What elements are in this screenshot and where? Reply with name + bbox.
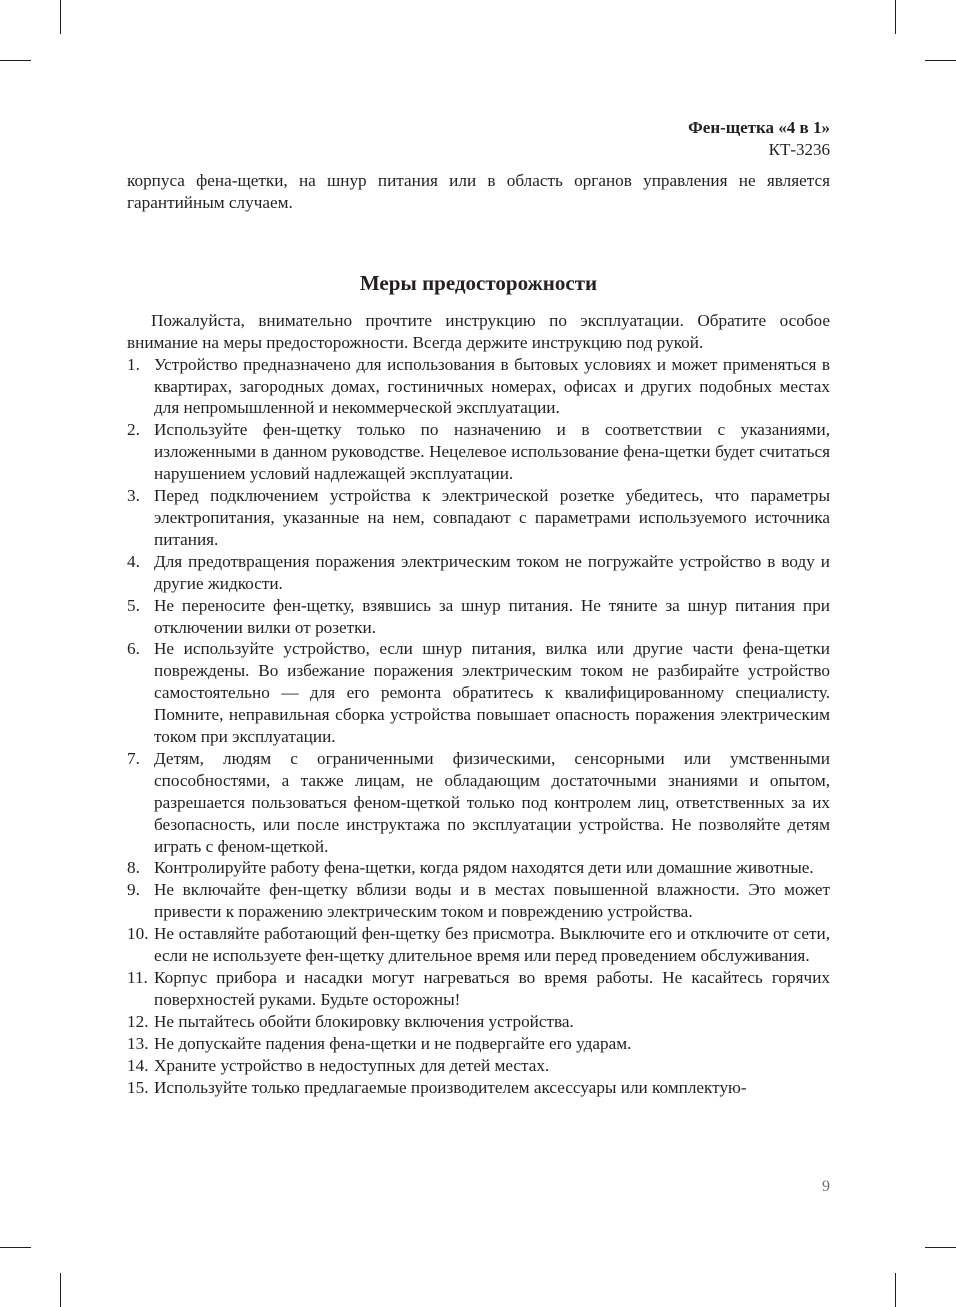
list-item bbox=[127, 1077, 830, 1099]
list-item-number: 12. bbox=[127, 1011, 149, 1031]
list-item-text: Не оставляйте работающий фен-щетку без присмотра. Выключите его и отключите от сети, если не используете фен-щетку длительное время или перед проведением обслуживания. bbox=[154, 924, 830, 966]
crop-mark-right-bottom bbox=[925, 1247, 956, 1248]
list-item bbox=[127, 879, 830, 923]
list-item-number: 5. bbox=[127, 595, 140, 615]
precautions-list bbox=[127, 354, 830, 1099]
crop-mark-left-bottom bbox=[0, 1247, 31, 1248]
list-item-text: Перед подключением устройства к электрической розетке убедитесь, что параметры электропитания, указанные на нем, совпадают с параметрами используемого источника питания. bbox=[154, 486, 830, 549]
crop-mark-left-top bbox=[0, 60, 31, 61]
list-item-text: Детям, людям с ограниченными физическими, сенсорными или умственными способностями, а также лицам, не обладающим достаточными знаниями и опытом, разрешается пользоваться феном-щеткой только под контролем лиц, ответственных за их безопасность, или после инструктажа по эксплуатации устройства. Не позволяйте детям играть с феном-щеткой. bbox=[154, 748, 830, 856]
list-item-text: Храните устройство в недоступных для детей местах. bbox=[154, 1055, 550, 1075]
list-item-number: 8. bbox=[127, 858, 140, 878]
list-item-text: Не допускайте падения фена-щетки и не подвергайте его ударам. bbox=[154, 1033, 632, 1053]
list-item-text: Не переносите фен-щетку, взявшись за шнур питания. Не тяните за шнур питания при отключении вилки от розетки. bbox=[154, 595, 830, 637]
list-item bbox=[127, 485, 830, 551]
list-item bbox=[127, 1055, 830, 1077]
list-item bbox=[127, 354, 830, 420]
list-item-number: 15. bbox=[127, 1077, 149, 1097]
list-item bbox=[127, 967, 830, 1011]
list-item-text: Не включайте фен-щетку вблизи воды и в местах повышенной влажности. Это может привести к поражению электрическим током и повреждению устройства. bbox=[154, 880, 830, 922]
list-item-text: Используйте фен-щетку только по назначению и в соответствии с указаниями, изложенными в данном руководстве. Нецелевое использование фена-щетки будет считаться нарушением условий надлежащей эксплуатации. bbox=[154, 420, 830, 484]
crop-mark-top-left bbox=[60, 0, 61, 34]
list-item-text: Устройство предназначено для использования в бытовых условиях и может применяться в квартирах, загородных домах, гостиничных номерах, офисах и других подобных местах для непромышленной и некоммерческой эксплуатации. bbox=[154, 354, 830, 418]
list-item bbox=[127, 551, 830, 595]
list-item-number: 3. bbox=[127, 486, 140, 506]
list-item-text: Не пытайтесь обойти блокировку включения устройства. bbox=[154, 1011, 574, 1031]
list-item-number: 1. bbox=[127, 354, 140, 374]
list-item bbox=[127, 923, 830, 967]
list-item bbox=[127, 638, 830, 748]
list-item bbox=[127, 419, 830, 485]
list-item bbox=[127, 857, 830, 879]
list-item bbox=[127, 595, 830, 639]
list-item bbox=[127, 1011, 830, 1033]
list-item-text: Контролируйте работу фена-щетки, когда рядом находятся дети или домашние животные. bbox=[154, 858, 814, 878]
list-item-text: Используйте только предлагаемые производителем аксессуары или комплектую- bbox=[154, 1077, 747, 1097]
product-name: Фен-щетка «4 в 1» bbox=[688, 118, 830, 137]
list-item-number: 6. bbox=[127, 639, 140, 659]
page-number: 9 bbox=[822, 1178, 830, 1195]
list-item-number: 10. bbox=[127, 924, 149, 944]
model-number: КТ-3236 bbox=[768, 140, 830, 159]
list-item-number: 7. bbox=[127, 748, 140, 768]
list-item-text: Для предотвращения поражения электрическим током не погружайте устройство в воду и другие жидкости. bbox=[154, 551, 830, 593]
list-item bbox=[127, 1033, 830, 1055]
crop-mark-bottom-left bbox=[60, 1273, 61, 1307]
list-item-number: 11. bbox=[127, 968, 148, 987]
list-item bbox=[127, 748, 830, 858]
list-item-text: Не используйте устройство, если шнур питания, вилка или другие части фена-щетки повреждены. Во избежание поражения электрическим током не разбирайте устройство самостоятельно — для его ремонта обратитесь к квалифицированному специалисту. Помните, неправильная сборка устройства повышает опасность поражения электрическим током при эксплуатации. bbox=[154, 639, 830, 747]
crop-mark-right-top bbox=[925, 60, 956, 61]
section-lead-paragraph: Пожалуйста, внимательно прочтите инструкцию по эксплуатации. Обратите особое внимание на меры предосторожности. Всегда держите инструкцию под рукой. bbox=[127, 310, 830, 352]
section-title: Меры предосторожности bbox=[359, 270, 598, 295]
list-item-number: 4. bbox=[127, 551, 140, 571]
running-header bbox=[688, 117, 830, 161]
list-item-number: 14. bbox=[127, 1055, 149, 1075]
crop-mark-top-right bbox=[895, 0, 896, 34]
page-content bbox=[127, 170, 830, 1098]
list-item-number: 13. bbox=[127, 1033, 149, 1053]
list-item-text: Корпус прибора и насадки могут нагреваться во время работы. Не касайтесь горячих поверхностей руками. Будьте осторожны! bbox=[154, 968, 830, 1009]
list-item-number: 9. bbox=[127, 880, 140, 900]
intro-continuation-paragraph: корпуса фена-щетки, на шнур питания или в область органов управления не является гарантийным случаем. bbox=[127, 171, 830, 212]
crop-mark-bottom-right bbox=[895, 1273, 896, 1307]
list-item-number: 2. bbox=[127, 420, 140, 440]
